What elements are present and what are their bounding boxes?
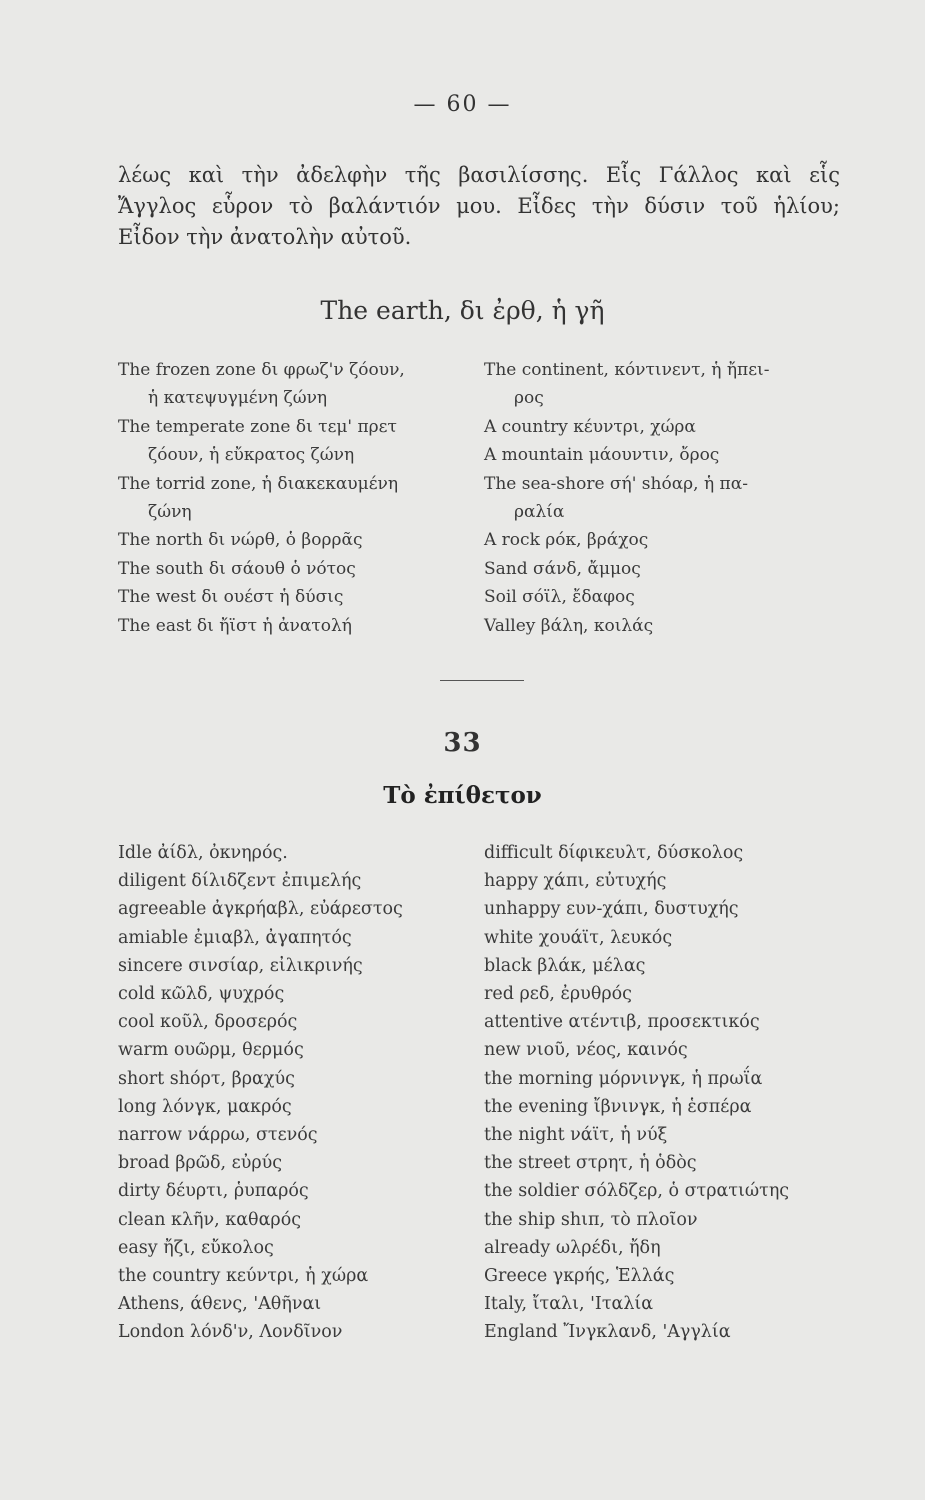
vocab-entry: the ship shιπ, τὸ πλοῖον <box>484 1209 698 1230</box>
vocab-entry: warm ουῶρμ, θερμός <box>118 1040 304 1061</box>
vocab-entry: The north δι νώρθ, ὁ βορρᾶς <box>118 530 363 551</box>
intro-paragraph <box>118 160 840 253</box>
vocab-entry: A mountain μάουντιν, ὄρος <box>484 445 720 466</box>
vocab-entry: Idle ἀίδλ, ὀκνηρός. <box>118 843 288 863</box>
vocab-entry: red ρεδ, ἐρυθρός <box>484 984 632 1005</box>
vocab-entry: ραλία <box>514 502 565 523</box>
vocab-entry: black βλάκ, μέλας <box>484 955 646 976</box>
page-number: — 60 — <box>413 92 512 117</box>
vocab-entry: The sea-shore σή' shόαρ, ἡ πα- <box>484 473 748 494</box>
vocab-entry: new νιοῦ, νέος, καινός <box>484 1040 688 1061</box>
vocab-entry: clean κλῆν, καθαρός <box>118 1209 302 1230</box>
vocab-entry: the country κεύντρι, ἡ χώρα <box>118 1266 369 1287</box>
vocab-entry: sincere σινσίαρ, εἰλικρινής <box>118 955 363 976</box>
vocab-entry: happy χάπι, εὐτυχής <box>484 871 667 892</box>
vocab-entry: already ωλρέδι, ἤδη <box>484 1237 661 1258</box>
vocab-entry: London λόνδ'ν, Λονδῖνον <box>118 1322 343 1343</box>
vocab-entry: Italy, ἴταλι, 'Ιταλία <box>484 1294 654 1315</box>
vocab-entry: white χουάϊτ, λευκός <box>484 927 673 948</box>
vocab-entry: the evening ἴβνινγκ, ἡ ἑσπέρα <box>484 1096 752 1117</box>
chapter-title: Τὸ ἐπίθετον <box>383 782 542 809</box>
vocab-entry: A country κέυντρι, χώρα <box>484 416 696 437</box>
vocab-entry: the morning μόρνινγκ, ἡ πρωΐα <box>484 1068 763 1089</box>
vocab-entry: The west δι ουέστ ἡ δύσις <box>118 587 344 608</box>
vocab-entry: broad βρῶδ, εὐρύς <box>118 1153 283 1174</box>
vocab-entry: agreeable ἀγκρήαβλ, εὐάρεστος <box>118 899 403 920</box>
earth-vocab-left-column <box>118 356 405 640</box>
vocab-entry: ζόουν, ἡ εὔκρατος ζώνη <box>148 445 355 466</box>
vocab-entry: diligent δίλιδζεντ ἐπιμελής <box>118 871 362 892</box>
vocab-entry: ρος <box>514 388 544 409</box>
vocab-entry: cold κῶλδ, ψυχρός <box>118 984 285 1005</box>
adjectives-right-column <box>484 839 789 1347</box>
vocab-entry: Greece γκρής, Ἑλλάς <box>484 1266 675 1287</box>
vocab-entry: the street στρητ, ἡ ὁδὸς <box>484 1153 697 1174</box>
vocab-entry: Valley βάλη, κοιλάς <box>484 615 654 636</box>
earth-vocab-right-column <box>484 356 769 640</box>
intro-line: Εἶδον τὴν ἀνατολὴν αὐτοῦ. <box>118 225 412 249</box>
vocab-entry: Athens, άθενς, 'Αθῆναι <box>118 1294 322 1315</box>
vocab-entry: short shόρτ, βραχύς <box>118 1068 295 1089</box>
vocab-entry: the night νάϊτ, ἡ νύξ <box>484 1125 668 1146</box>
vocab-entry: attentive ατέντιβ, προσεκτικός <box>484 1012 760 1033</box>
section-title: The earth, δι ἐρθ, ἡ γῆ <box>320 296 605 325</box>
vocab-entry: The east δι ἤϊστ ἡ ἀνατολή <box>118 615 352 636</box>
vocab-entry: amiable ἐμιαβλ, ἀγαπητός <box>118 927 352 948</box>
vocab-entry: narrow νάρρω, στενός <box>118 1125 318 1146</box>
vocab-entry: the soldier σόλδζερ, ὁ στρατιώτης <box>484 1181 790 1202</box>
vocab-entry: long λόνγκ, μακρός <box>118 1096 292 1117</box>
vocab-entry: difficult δίφικευλτ, δύσκολος <box>484 843 744 863</box>
vocab-entry: ἡ κατεψυγμένη ζώνη <box>148 388 328 409</box>
vocab-entry: easy ἤζι, εὔκολος <box>118 1237 274 1258</box>
intro-line: λέως καὶ τὴν ἀδελφὴν τῆς βασιλίσσης. Εἷς Γάλλος καὶ εἷς <box>118 163 840 187</box>
vocab-entry: England Ἴνγκλανδ, 'Αγγλία <box>484 1322 731 1343</box>
adjectives-left-column <box>118 839 403 1347</box>
vocab-entry: The continent, κόντινεντ, ἡ ἤπει- <box>484 360 770 380</box>
vocab-entry: unhappy ευν-χάπι, δυστυχής <box>484 899 739 920</box>
vocab-entry: Sand σάνδ, ἄμμος <box>484 558 641 579</box>
vocab-entry: ζώνη <box>148 502 192 523</box>
intro-line: Ἄγγλος εὗρον τὸ βαλάντιόν μου. Εἶδες τὴν δύσιν τοῦ ἡλίου; <box>118 194 840 218</box>
vocab-entry: A rock ρόκ, βράχος <box>484 530 649 551</box>
vocab-entry: The temperate zone δι τεμ' πρετ <box>118 416 397 437</box>
vocab-entry: The frozen zone δι φρωζ'ν ζόουν, <box>118 360 405 380</box>
section-divider <box>440 680 524 681</box>
vocab-entry: The south δι σάουθ ὁ νότος <box>118 558 356 579</box>
vocab-entry: Soil σόϊλ, ἔδαφος <box>484 587 635 608</box>
vocab-entry: The torrid zone, ἡ διακεκαυμένη <box>118 473 399 494</box>
vocab-entry: cool κοῦλ, δροσερός <box>118 1012 298 1033</box>
chapter-number: 33 <box>443 728 482 758</box>
vocab-entry: dirty δέυρτι, ῥυπαρός <box>118 1181 309 1202</box>
